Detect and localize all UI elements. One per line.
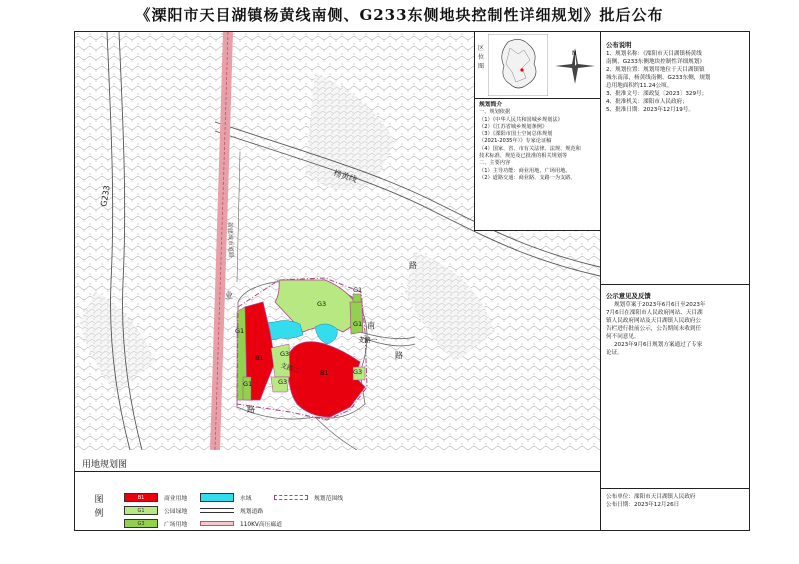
planning-basis-line: 技术标准、规范及已批准的相关规划等 bbox=[479, 153, 568, 160]
road-label-zhilu-yi: 支路一 bbox=[358, 336, 378, 344]
planning-basis bbox=[474, 99, 600, 231]
feedback-line: 论证。 bbox=[606, 350, 623, 356]
legend-item-boundary bbox=[274, 493, 343, 502]
feedback-line: 镇人民政府网站及天目湖镇人民政府公 bbox=[606, 318, 702, 324]
legend-label: 110KV高压廊道 bbox=[240, 522, 283, 528]
legend-item-water bbox=[200, 493, 252, 502]
planning-basis-heading: 规划简介 bbox=[479, 102, 503, 108]
notice-line: 2、规划位置：规划用地位于天目湖镇镇 bbox=[606, 67, 705, 73]
parcel-g1-top[interactable] bbox=[353, 294, 361, 302]
legend-divider bbox=[75, 471, 600, 472]
notice-line: 南侧、G233东侧地块控制性详细规划》 bbox=[606, 59, 705, 65]
sidebar bbox=[600, 32, 749, 530]
legend-label: 规划道路 bbox=[240, 509, 264, 515]
location-map-graphic bbox=[488, 34, 548, 96]
publish-date: 公布日期：2023年12月26日 bbox=[606, 502, 680, 508]
road-label-lu: 路 bbox=[247, 405, 255, 414]
parcel-g1-right[interactable] bbox=[350, 302, 363, 334]
road-label-hub: 路 bbox=[395, 351, 403, 360]
location-map bbox=[474, 32, 600, 99]
parcel-label-g3-small: G3 bbox=[353, 368, 363, 376]
page-title: 《溧阳市天目湖镇杨黄线南侧、G233东侧地块控制性详细规划》批后公布 bbox=[135, 6, 664, 24]
publish-unit: 公布单位：溧阳市天目湖镇人民政府 bbox=[606, 494, 696, 500]
notice-line: 4、批准机关：溧阳市人民政府； bbox=[606, 99, 688, 105]
notice-line: 1、规划名称：《溧阳市天目湖镇杨黄线 bbox=[606, 51, 702, 57]
road-label-south: 南 bbox=[367, 321, 375, 330]
legend-label: 商业用地 bbox=[164, 496, 188, 502]
g233-label: G233 bbox=[99, 184, 112, 208]
legend-item-plaza bbox=[124, 519, 187, 528]
notice-line: 5、批准日期：2023年12月19号。 bbox=[606, 107, 694, 113]
notice-line: 城东南部，杨黄线南侧、G233东侧，规划 bbox=[606, 75, 711, 81]
legend-item-road bbox=[200, 506, 263, 515]
publish-section bbox=[606, 493, 746, 509]
legend-swatch-commercial: B1 bbox=[124, 493, 158, 502]
planning-basis-line: （3）《溧阳市国土空间总体规划 bbox=[479, 131, 553, 138]
map-title: 用地规划图 bbox=[82, 460, 128, 470]
planning-basis-line: （2021-2035年）》专家论证稿 bbox=[479, 138, 552, 145]
legend-item-commercial bbox=[124, 493, 187, 502]
parcel-label-b1-right: B1 bbox=[320, 369, 329, 377]
road-label-ye: 业 bbox=[225, 291, 233, 300]
compass-n: N bbox=[572, 50, 577, 57]
feedback-line: 2023年9月6日规划方案通过了专家 bbox=[614, 342, 703, 348]
legend-label: 公园绿地 bbox=[164, 509, 188, 515]
legend-label: 规划范围线 bbox=[314, 496, 343, 502]
notice-title: 公布说明 bbox=[606, 41, 632, 49]
notice-section bbox=[606, 41, 746, 114]
parcel-label-g1-left: G1 bbox=[235, 327, 245, 335]
planning-basis-line: 二、主要内容 bbox=[479, 160, 511, 167]
legend-label: 水域 bbox=[240, 496, 252, 502]
legend-swatch-plaza: G3 bbox=[124, 519, 158, 528]
legend-swatch-water bbox=[200, 493, 234, 502]
sidebar-divider bbox=[601, 284, 749, 285]
feedback-line: 7月6日在溧阳市人民政府网站、天目湖 bbox=[606, 310, 703, 316]
legend-swatch-road bbox=[200, 508, 234, 513]
legend-title: 图例 bbox=[94, 495, 104, 519]
planning-basis-line: （4）国家、省、市有关法律、法规、规范和 bbox=[479, 145, 581, 152]
legend-swatch-boundary bbox=[274, 495, 308, 500]
planned-road-label: 新建城市道路 bbox=[226, 221, 235, 259]
parcel-label-b1-left: B1 bbox=[255, 354, 264, 362]
zhilu-er-label: 支路二 bbox=[279, 361, 301, 375]
feedback-line: 告栏进行批前公示，公告期间未收到任 bbox=[606, 326, 702, 332]
notice-line: 3、批准文号：溧政复〔2023〕329号； bbox=[606, 91, 708, 97]
legend-item-park bbox=[124, 506, 187, 515]
feedback-title: 公示意见及反馈 bbox=[606, 292, 651, 300]
planning-basis-line: （1）《中华人民共和国城乡规划法》 bbox=[479, 116, 563, 123]
compass-icon bbox=[553, 46, 597, 86]
road-label-side: 路 bbox=[409, 261, 417, 270]
sidebar-divider bbox=[601, 488, 749, 489]
parcel-label-g1-top: G1 bbox=[353, 286, 363, 294]
parcel-label-g3-lower: G3 bbox=[278, 378, 288, 386]
planning-basis-line: 一、规划依据 bbox=[479, 109, 511, 116]
legend-swatch-powerline bbox=[200, 521, 234, 526]
legend-item-powerline bbox=[200, 519, 282, 528]
planning-basis-line: （1）主导功能：商业用地、广场用地。 bbox=[479, 167, 571, 174]
yanghuang-label: 杨黄线 bbox=[332, 168, 358, 185]
feedback-line: 何不同意见。 bbox=[606, 334, 640, 340]
parcel-label-g3-top: G3 bbox=[317, 300, 327, 308]
planning-basis-line: （2）道路交通：商业路、支路一为支路。 bbox=[479, 174, 576, 181]
notice-line: 总用地面积约11.24公顷。 bbox=[606, 83, 673, 89]
legend-swatch-park: G1 bbox=[124, 506, 158, 515]
parcel-label-g1-bottom: G1 bbox=[243, 380, 253, 388]
parcel-label-g3-mid: G3 bbox=[280, 350, 290, 358]
planning-basis-line: （2）《江苏省城乡规划条例》 bbox=[479, 123, 548, 130]
legend-label: 广场用地 bbox=[164, 522, 188, 528]
parcel-label-g1-right: G1 bbox=[353, 320, 363, 328]
location-map-label: 区位图 bbox=[478, 45, 485, 70]
feedback-line: 规划草案于2023年6月6日至2023年 bbox=[614, 302, 706, 308]
feedback-section bbox=[606, 292, 746, 357]
